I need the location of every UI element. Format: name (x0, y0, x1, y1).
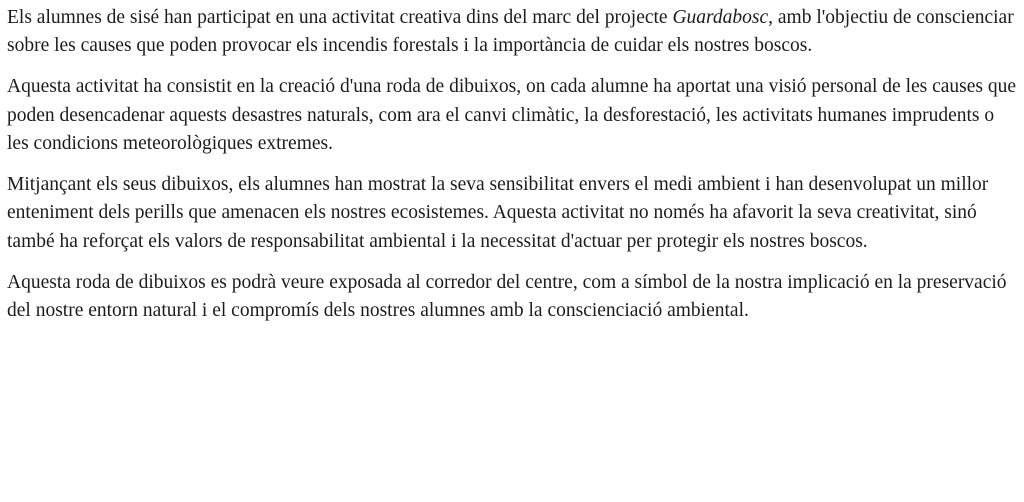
paragraph-intro-text-end: , amb l'objectiu de conscienciar sobre les causes que poden provocar els incendis forestals i la importància de cuidar els nostres boscos. (7, 7, 1014, 57)
project-name: Guardabosc (672, 7, 769, 28)
paragraph-intro (7, 4, 1019, 61)
paragraph-intro-text-start: Els alumnes de sisé han participat en una activitat creativa dins del marc del projecte (7, 7, 673, 28)
document-body (7, 0, 1019, 338)
paragraph-activity: Aquesta activitat ha consistit en la creació d'una roda de dibuixos, on cada alumne ha aportat una visió personal de les causes que poden desencadenar aquests desastres naturals, com ara el canvi climàtic, la desforestació, les activitats humanes imprudents o les condicions meteorològiques extremes. (7, 76, 1017, 155)
paragraph-exhibition: Aquesta roda de dibuixos es podrà veure exposada al corredor del centre, com a símbol de la nostra implicació en la preservació del nostre entorn natural i el compromís dels nostres alumnes amb la conscienciació ambiental. (7, 271, 1007, 322)
paragraph-drawings: Mitjançant els seus dibuixos, els alumnes han mostrat la seva sensibilitat envers el medi ambient i han desenvolupat un millor enteniment dels perills que amenacen els nostres ecosistemes. Aquesta activitat no només ha afavorit la seva creativitat, sinó també ha reforçat els valors de responsabilitat ambiental i la necessitat d'actuar per protegir els nostres boscos. (7, 174, 989, 252)
